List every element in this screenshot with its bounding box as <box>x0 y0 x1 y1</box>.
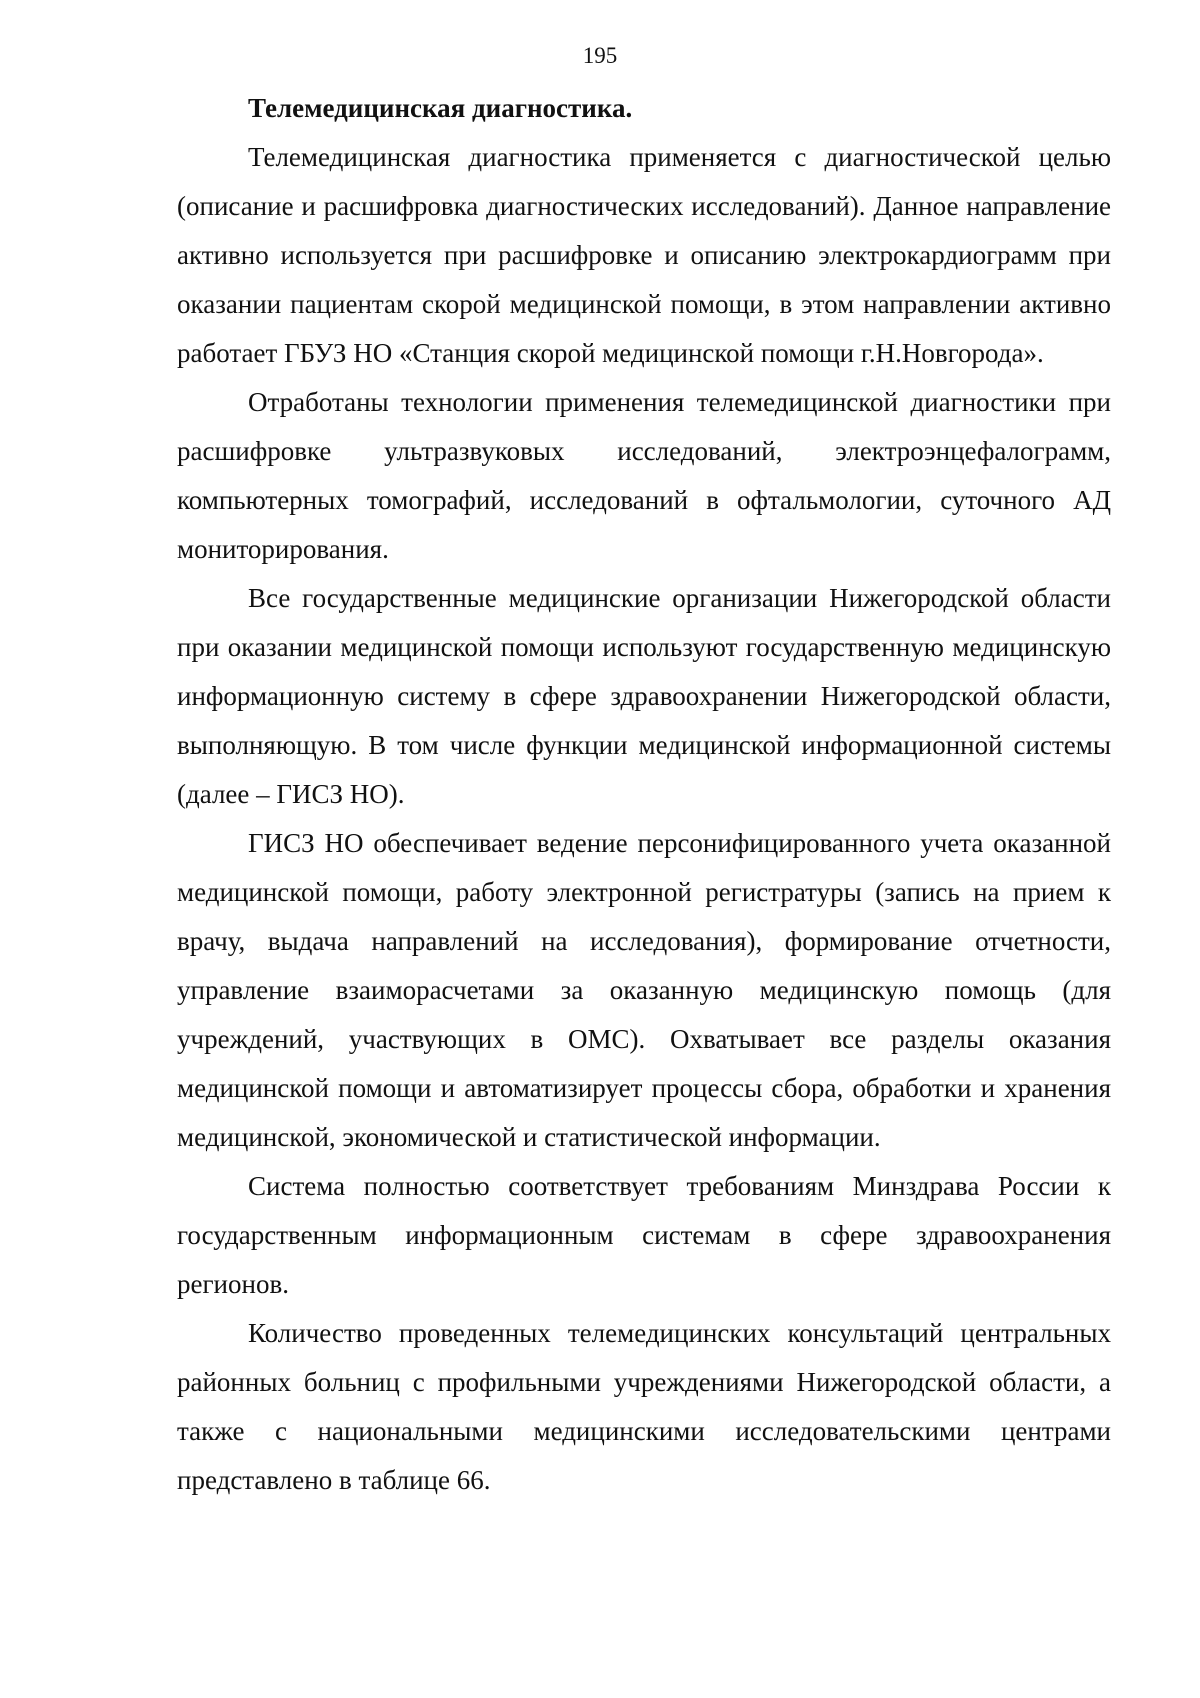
paragraph: Все государственные медицинские организации Нижегородской области при оказании медицинской помощи используют государственную медицинскую информационную систему в сфере здравоохранении Нижегородской области, выполняющую. В том числе функции медицинской информационной системы (далее – ГИСЗ НО). <box>177 583 1111 809</box>
paragraph: ГИСЗ НО обеспечивает ведение персонифицированного учета оказанной медицинской помощи, работу электронной регистратуры (запись на прием к врачу, выдача направлений на исследования), формирование отчетности, управление взаиморасчетами за оказанную медицинскую помощь (для учреждений, участвующих в ОМС). Охватывает все разделы оказания медицинской помощи и автоматизирует процессы сбора, обработки и хранения медицинской, экономической и статистической информации. <box>177 828 1111 1152</box>
section-heading: Телемедицинская диагностика. <box>248 93 633 123</box>
page-body <box>177 84 1111 1505</box>
paragraph: Система полностью соответствует требованиям Минздрава России к государственным информационным системам в сфере здравоохранения регионов. <box>177 1171 1111 1299</box>
page-number: 195 <box>582 43 618 68</box>
paragraph: Отработаны технологии применения телемедицинской диагностики при расшифровке ультразвуковых исследований, электроэнцефалограмм, компьютерных томографий, исследований в офтальмологии, суточного АД мониторирования. <box>177 387 1111 564</box>
paragraph: Количество проведенных телемедицинских консультаций центральных районных больниц с профильными учреждениями Нижегородской области, а также с национальными медицинскими исследовательскими центрами представлено в таблице 66. <box>177 1318 1111 1495</box>
paragraph: Телемедицинская диагностика применяется с диагностической целью (описание и расшифровка диагностических исследований). Данное направление активно используется при расшифровке и описанию электрокардиограмм при оказании пациентам скорой медицинской помощи, в этом направлении активно работает ГБУЗ НО «Станция скорой медицинской помощи г.Н.Новгорода». <box>177 142 1111 368</box>
